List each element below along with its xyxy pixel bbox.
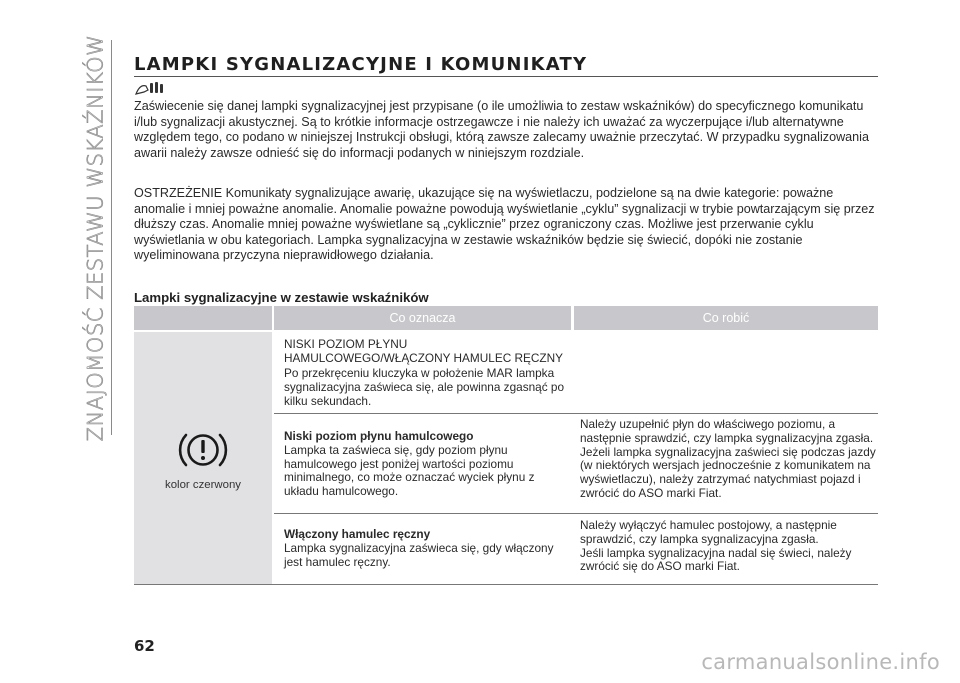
table-bottom-rule: [134, 584, 878, 585]
title-rule: [134, 76, 878, 77]
chapter-side-tab: [82, 34, 108, 441]
table-header-meaning: Co oznacza: [274, 306, 571, 330]
chapter-side-tab-label: ZNAJOMOŚĆ ZESTAWU WSKAŹNIKÓW: [83, 34, 107, 441]
row-1-label: NISKI POZIOM PŁYNU HAMULCOWEGO/WŁĄCZONY HAMULEC RĘCZNY: [284, 337, 564, 365]
row-2-label: Niski poziom płynu hamulcowego: [284, 429, 474, 443]
row-2-action: Należy uzupełnić płyn do właściwego poziomu, a następnie sprawdzić, czy lampka sygnalizacyjna zgasła. Jeżeli lampka sygnalizacyjna zaświeci się podczas jazdy (w niektórych wersjach jednocześnie z komunikatem na wyświetlaczu), należy zatrzymać natychmiast pojazd i zwrócić do ASO marki Fiat.: [580, 417, 876, 500]
row-divider: [274, 513, 878, 514]
row-1-meaning: Po przekręceniu kluczyka w położenie MAR lampka sygnalizacyjna zaświeca się, ale powinna zgasnąć po kilku sekundach.: [284, 366, 565, 408]
icon-column: [134, 332, 272, 584]
row-2-meaning: Lampka ta zaświeca się, gdy poziom płynu hamulcowego jest poniżej wartości poziomu minimalnego, co może oznaczać wyciek płynu z układu hamulcowego.: [284, 442, 535, 499]
table-header-icon: [134, 306, 272, 330]
car-hand-icon: [134, 80, 166, 96]
table-header-action: Co robić: [574, 306, 878, 330]
row-divider: [274, 413, 878, 414]
warning-lights-table: [134, 306, 878, 584]
icon-color-caption: kolor czerwony: [165, 479, 241, 491]
watermark: carmanualsonline.info: [701, 650, 940, 674]
warning-paragraph: OSTRZEŻENIE Komunikaty sygnalizujące awarię, ukazujące się na wyświetlaczu, podzielone są na dwie kategorie: poważne anomalie i mniej poważne anomalie. Anomalie poważne powodują wyświetlanie „cyklu” sygnalizacji w trybie powtarzającym się przez dłuższy czas. Anomalie mniej poważne wyświetlane są „cyklicznie” przez ograniczony czas. Możliwe jest przerwanie cyklu wyświetlania w obu kategoriach. Lampka sygnalizacyjna w zestawie wskaźników będzie się świecić, dopóki nie zostanie wyeliminowana przyczyna nieprawidłowego działania.: [134, 186, 875, 262]
row-3-meaning: Lampka sygnalizacyjna zaświeca się, gdy włączony jest hamulec ręczny.: [284, 540, 554, 569]
row-3-action: Należy wyłączyć hamulec postojowy, a następnie sprawdzić, czy lampka sygnalizacyjna zgasła. Jeśli lampka sygnalizacyjna nadal się świeci, należy zwrócić się do ASO marki Fiat.: [580, 518, 852, 574]
page-title: LAMPKI SYGNALIZACYJNE I KOMUNIKATY: [134, 54, 588, 75]
intro-paragraph: Zaświecenie się danej lampki sygnalizacyjnej jest przypisane (o ile umożliwia to zestaw wskaźników) do specyficznego komunikatu i/lub sygnalizacji akustycznej. Są to krótkie informacje ostrzegawcze i nie należy ich uważać za wyczerpujące i/lub alternatywne względem tego, co podano w niniejszej Instrukcji obsługi, którą zawsze zalecamy uważnie przeczytać. W przypadku sygnalizowania awarii należy zawsze odnieść się do informacji podanych w niniejszym rozdziale.: [134, 99, 869, 160]
row-3-meaning-cell: [284, 528, 569, 569]
section-title: Lampki sygnalizacyjne w zestawie wskaźników: [134, 290, 429, 305]
row-3-label: Włączony hamulec ręczny: [284, 527, 431, 541]
brake-warning-icon: [176, 427, 230, 473]
row-2-meaning-cell: [284, 430, 569, 499]
side-divider: [111, 40, 112, 435]
page-number: 62: [134, 637, 155, 655]
